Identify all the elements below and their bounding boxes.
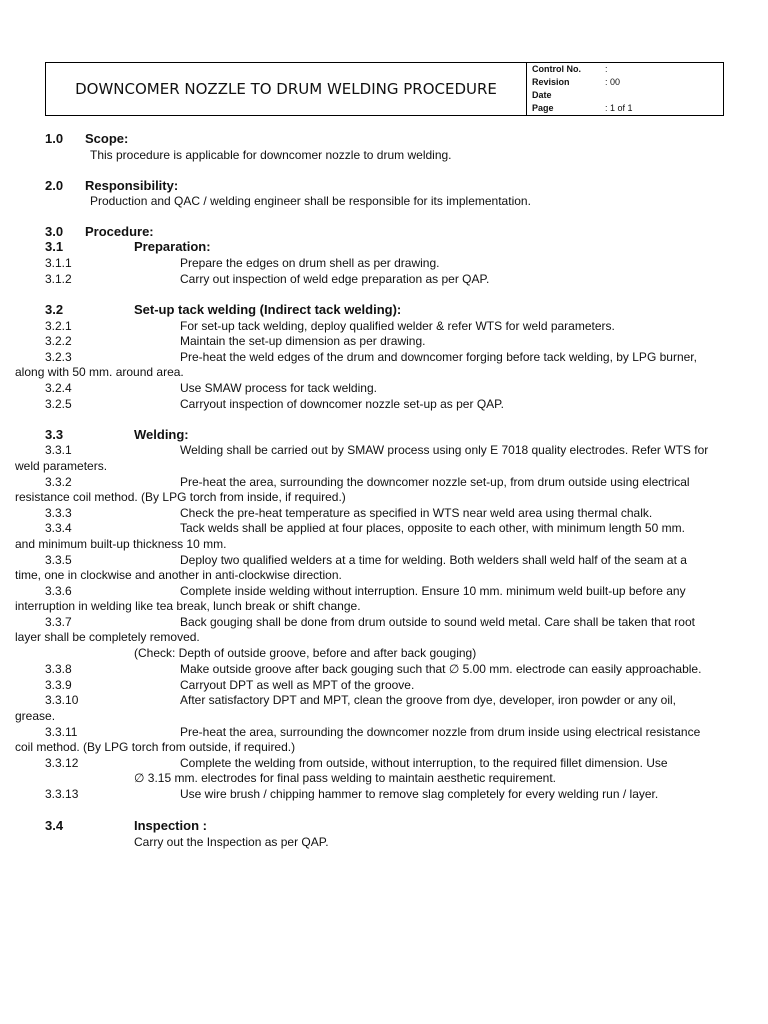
item-text-line: Carryout inspection of downcomer nozzle set-up as per QAP. bbox=[180, 397, 504, 411]
item-text-line: Carry out inspection of weld edge preparation as per QAP. bbox=[180, 272, 490, 286]
item-number: 3.3.8 bbox=[45, 662, 72, 676]
item-number: 3.1.1 bbox=[45, 256, 72, 270]
item-text-line: Maintain the set-up dimension as per drawing. bbox=[180, 334, 426, 348]
inspection-text: Carry out the Inspection as per QAP. bbox=[134, 835, 329, 849]
item-number: 3.3.13 bbox=[45, 787, 79, 801]
item-text-continuation: layer shall be completely removed. bbox=[15, 630, 200, 644]
scope-text: This procedure is applicable for downcomer nozzle to drum welding. bbox=[90, 148, 452, 162]
subsection-heading-preparation: Preparation: bbox=[134, 239, 211, 254]
item-text-line: Pre-heat the area, surrounding the downcomer nozzle from drum inside using electrical resistance bbox=[180, 725, 701, 739]
item-text-line: Pre-heat the weld edges of the drum and downcomer forging before tack welding, by LPG burner, bbox=[180, 350, 697, 364]
section-heading-scope: Scope: bbox=[85, 131, 129, 146]
item-number: 3.3.12 bbox=[45, 756, 79, 770]
item-number: 3.2.4 bbox=[45, 381, 72, 395]
item-text-line: Pre-heat the area, surrounding the downcomer nozzle set-up, from drum outside using electrical bbox=[180, 475, 690, 489]
item-text-line: For set-up tack welding, deploy qualified welder & refer WTS for weld parameters. bbox=[180, 319, 615, 333]
item-number: 3.2.1 bbox=[45, 319, 72, 333]
item-text-line: Prepare the edges on drum shell as per drawing. bbox=[180, 256, 440, 270]
item-text-continuation: ∅ 3.15 mm. electrodes for final pass welding to maintain aesthetic requirement. bbox=[134, 771, 556, 785]
revision-row bbox=[527, 76, 723, 89]
item-text-line: Welding shall be carried out by SMAW process using only E 7018 quality electrodes. Refer WTS for bbox=[180, 443, 709, 457]
revision-value: : 00 bbox=[605, 77, 621, 87]
document-header-box bbox=[45, 62, 724, 116]
item-text-line: Use wire brush / chipping hammer to remove slag completely for every welding run / layer. bbox=[180, 787, 659, 801]
item-text-continuation: coil method. (By LPG torch from outside, if required.) bbox=[15, 740, 296, 754]
subsection-number: 3.3 bbox=[45, 427, 64, 442]
control-no-row bbox=[527, 63, 723, 76]
item-number: 3.3.3 bbox=[45, 506, 72, 520]
item-text-line: Complete inside welding without interruption. Ensure 10 mm. minimum weld built-up before any bbox=[180, 584, 686, 598]
subsection-heading-setup: Set-up tack welding (Indirect tack welding): bbox=[134, 302, 402, 317]
date-row bbox=[527, 89, 723, 102]
item-number: 3.3.9 bbox=[45, 678, 72, 692]
section-heading-responsibility: Responsibility: bbox=[85, 178, 179, 193]
item-text-continuation: along with 50 mm. around area. bbox=[15, 365, 184, 379]
item-text-line: Deploy two qualified welders at a time for welding. Both welders shall weld half of the seam at a bbox=[180, 553, 687, 567]
item-text-continuation: resistance coil method. (By LPG torch from inside, if required.) bbox=[15, 490, 346, 504]
item-text-continuation: time, one in clockwise and another in anti-clockwise direction. bbox=[15, 568, 342, 582]
section-number: 2.0 bbox=[45, 178, 64, 193]
item-text-line: Carryout DPT as well as MPT of the groove. bbox=[180, 678, 415, 692]
date-label: Date bbox=[532, 90, 552, 100]
item-text-line: Make outside groove after back gouging such that ∅ 5.00 mm. electrode can easily approachable. bbox=[180, 662, 702, 676]
responsibility-text: Production and QAC / welding engineer shall be responsible for its implementation. bbox=[90, 194, 531, 208]
section-heading-procedure: Procedure: bbox=[85, 224, 154, 239]
revision-label: Revision bbox=[532, 77, 570, 87]
item-number: 3.2.2 bbox=[45, 334, 72, 348]
page-value: : 1 of 1 bbox=[605, 103, 633, 113]
control-no-value: : bbox=[605, 64, 608, 74]
item-number: 3.2.5 bbox=[45, 397, 72, 411]
page-row bbox=[527, 102, 723, 115]
item-text-line: Use SMAW process for tack welding. bbox=[180, 381, 377, 395]
item-number: 3.3.4 bbox=[45, 521, 72, 535]
item-text-continuation: and minimum built-up thickness 10 mm. bbox=[15, 537, 227, 551]
item-number: 3.3.1 bbox=[45, 443, 72, 457]
document-title: DOWNCOMER NOZZLE TO DRUM WELDING PROCEDURE bbox=[75, 80, 497, 98]
item-number: 3.3.10 bbox=[45, 693, 79, 707]
item-note: (Check: Depth of outside groove, before and after back gouging) bbox=[134, 646, 477, 660]
section-number: 3.0 bbox=[45, 224, 64, 239]
item-number: 3.3.7 bbox=[45, 615, 72, 629]
title-cell bbox=[46, 63, 527, 115]
control-no-label: Control No. bbox=[532, 64, 581, 74]
page-label: Page bbox=[532, 103, 554, 113]
item-number: 3.3.11 bbox=[45, 725, 78, 739]
subsection-heading-inspection: Inspection : bbox=[134, 818, 207, 833]
item-number: 3.3.5 bbox=[45, 553, 72, 567]
item-text-continuation: interruption in welding like tea break, lunch break or shift change. bbox=[15, 599, 361, 613]
item-number: 3.2.3 bbox=[45, 350, 72, 364]
item-number: 3.3.6 bbox=[45, 584, 72, 598]
item-number: 3.1.2 bbox=[45, 272, 72, 286]
subsection-number: 3.4 bbox=[45, 818, 64, 833]
subsection-heading-welding: Welding: bbox=[134, 427, 189, 442]
item-text-line: Check the pre-heat temperature as specified in WTS near weld area using thermal chalk. bbox=[180, 506, 653, 520]
item-text-line: Tack welds shall be applied at four places, opposite to each other, with minimum length 50 mm. bbox=[180, 521, 685, 535]
item-text-line: After satisfactory DPT and MPT, clean the groove from dye, developer, iron powder or any oil, bbox=[180, 693, 677, 707]
item-number: 3.3.2 bbox=[45, 475, 72, 489]
subsection-number: 3.2 bbox=[45, 302, 64, 317]
item-text-continuation: weld parameters. bbox=[15, 459, 108, 473]
item-text-line: Complete the welding from outside, without interruption, to the required fillet dimension. Use bbox=[180, 756, 668, 770]
section-number: 1.0 bbox=[45, 131, 64, 146]
item-text-line: Back gouging shall be done from drum outside to sound weld metal. Care shall be taken that root bbox=[180, 615, 695, 629]
item-text-continuation: grease. bbox=[15, 709, 56, 723]
subsection-number: 3.1 bbox=[45, 239, 64, 254]
